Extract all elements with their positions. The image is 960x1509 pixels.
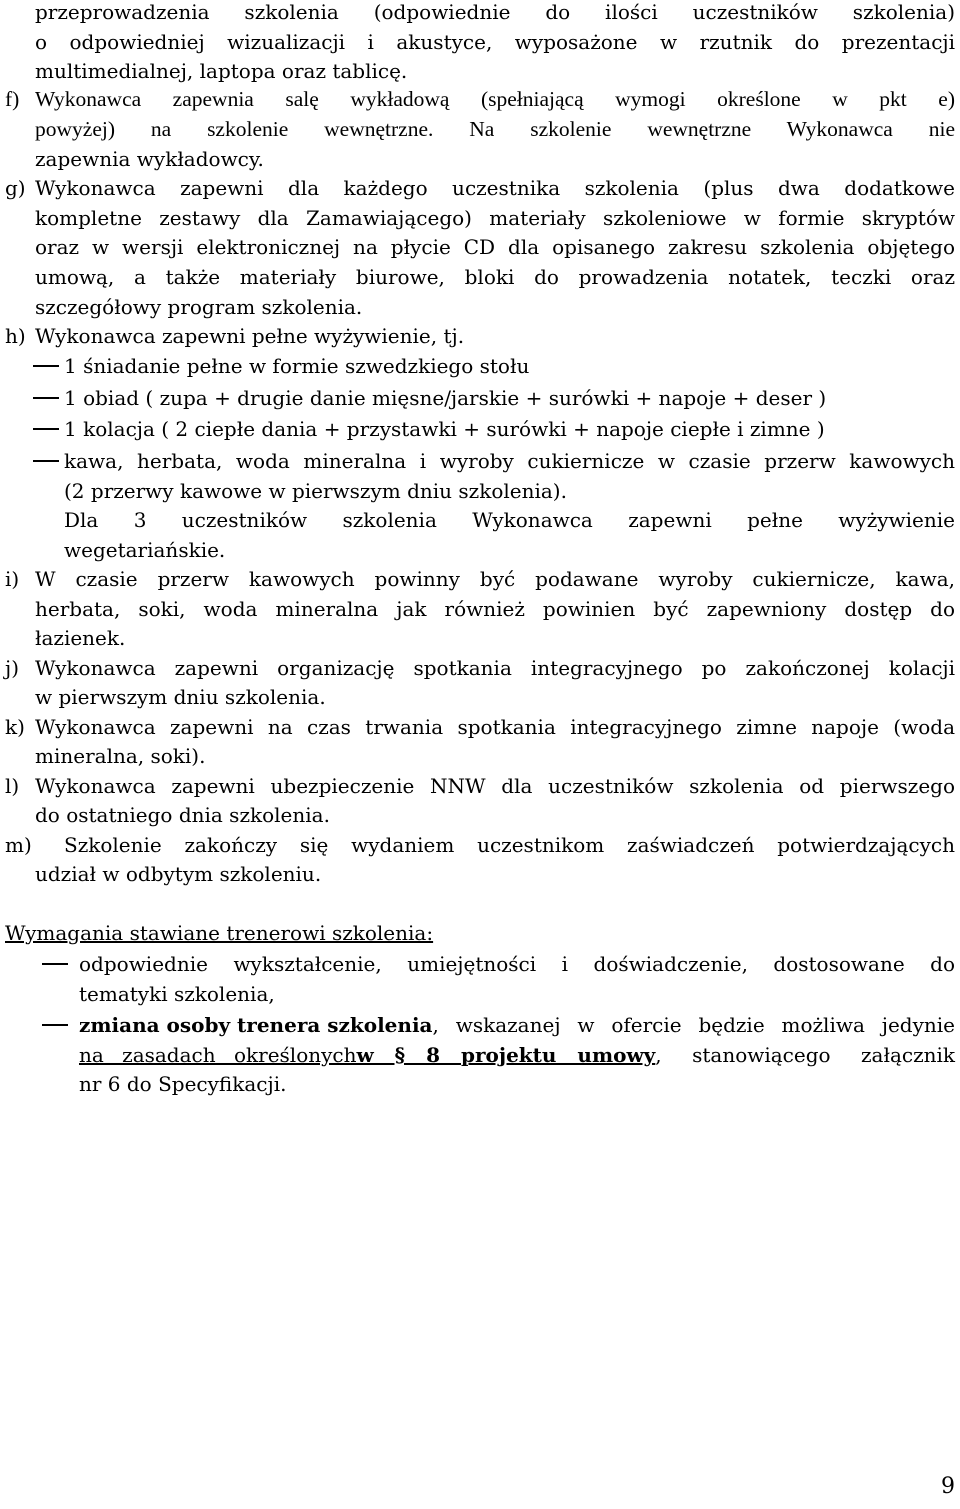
item-e-line-2: o odpowiedniej wizualizacji i akustyce, wyposażone w rzutnik do prezentacji [35,30,955,54]
trainer-requirement-2-line-3: nr 6 do Specyfikacji. [79,1072,287,1096]
item-m-marker: m) [5,833,32,857]
trainer-requirement-2-line-2 [79,1040,955,1070]
item-j-marker: j) [5,656,20,680]
item-k-line-1: Wykonawca zapewni na czas trwania spotkania integracyjnego zimne napoje (woda [35,715,955,739]
item-e-line-1: przeprowadzenia szkolenia (odpowiednie do ilości uczestników szkolenia) [35,0,955,24]
trainer-change-bold-text: zmiana osoby trenera szkolenia [79,1013,433,1037]
item-l-line-1: Wykonawca zapewni ubezpieczenie NNW dla uczestników szkolenia od pierwszego [35,774,955,798]
h-sub-item-3 [0,414,960,444]
h-sub-item-2 [0,383,960,413]
item-f-marker: f) [5,87,20,111]
item-g-line-5: szczegółowy program szkolenia. [35,295,363,319]
item-g-line-3: oraz w wersji elektronicznej na płycie CD dla opisanego zakresu szkolenia objętego [35,235,955,259]
h-sub-item-4-text-2: (2 przerwy kawowe w pierwszym dniu szkolenia). [64,479,567,503]
item-j-line-2: w pierwszym dniu szkolenia. [35,685,326,709]
h-sub-item-4-text-3: Dla 3 uczestników szkolenia Wykonawca zapewni pełne wyżywienie [64,508,955,532]
item-f-line-3: zapewnia wykładowcy. [35,147,264,171]
h-sub-item-4-text-4: wegetariańskie. [64,538,226,562]
trainer-requirement-1 [0,949,960,979]
h-sub-item-4 [0,446,960,476]
h-sub-item-4-text-1: kawa, herbata, woda mineralna i wyroby cukiernicze w czasie przerw kawowych [64,449,955,473]
trainer-contract-ref-text: na zasadach określonych [79,1043,357,1067]
trainer-contract-section-link: w § 8 projektu umowy [356,1043,656,1067]
trainer-requirement-2-line-1 [79,1010,955,1040]
dash-bullet-icon [33,428,59,430]
h-sub-item-2-text: 1 obiad ( zupa + drugie danie mięsne/jarskie + surówki + napoje + deser ) [64,386,827,410]
item-e-line-3: multimedialnej, laptopa oraz tablicę. [35,59,408,83]
trainer-requirements-heading [5,918,705,948]
item-m-line-2: udział w odbytym szkoleniu. [35,862,322,886]
item-i-marker: i) [5,567,20,591]
trainer-heading-text: Wymagania stawiane trenerowi szkolenia: [5,921,434,945]
item-k-line-2: mineralna, soki). [35,744,206,768]
item-i-line-1: W czasie przerw kawowych powinny być podawane wyroby cukiernicze, kawa, [35,567,955,591]
dash-bullet-icon [33,460,59,462]
item-i-line-2: herbata, soki, woda mineralna jak również powinien być zapewniony dostęp do [35,597,955,621]
trainer-change-rest-text: , wskazanej w ofercie będzie możliwa jedynie [432,1013,955,1037]
item-g-marker: g) [5,176,26,200]
item-f-line-1: Wykonawca zapewnia salę wykładową (spełniającą wymogi określone w pkt e) [35,87,955,111]
h-sub-item-1 [0,351,960,381]
page-number: 9 [941,1474,955,1499]
item-l-marker: l) [5,774,20,798]
item-h-line-1: Wykonawca zapewni pełne wyżywienie, tj. [35,324,465,348]
trainer-requirement-1-text-2: tematyki szkolenia, [79,982,275,1006]
h-sub-item-3-text: 1 kolacja ( 2 ciepłe dania + przystawki + surówki + napoje ciepłe i zimne ) [64,417,825,441]
item-h-marker: h) [5,324,26,348]
dash-bullet-icon [42,963,68,965]
trainer-requirement-2 [0,1010,960,1040]
item-g-line-4: umową, a także materiały biurowe, bloki do prowadzenia notatek, teczki oraz [35,265,955,289]
item-k-marker: k) [5,715,25,739]
trainer-annex-text: , stanowiącego załącznik [655,1043,955,1067]
dash-bullet-icon [42,1024,68,1026]
h-sub-item-1-text: 1 śniadanie pełne w formie szwedzkiego stołu [64,354,530,378]
item-g-line-1: Wykonawca zapewni dla każdego uczestnika szkolenia (plus dwa dodatkowe [35,176,955,200]
item-j-line-1: Wykonawca zapewni organizację spotkania integracyjnego po zakończonej kolacji [35,656,955,680]
dash-bullet-icon [33,397,59,399]
trainer-requirement-1-text-1: odpowiednie wykształcenie, umiejętności i doświadczenie, dostosowane do [79,952,955,976]
item-i-line-3: łazienek. [35,626,126,650]
item-g-line-2: kompletne zestawy dla Zamawiającego) materiały szkoleniowe w formie skryptów [35,206,955,230]
item-m-line-1: Szkolenie zakończy się wydaniem uczestnikom zaświadczeń potwierdzających [64,833,955,857]
dash-bullet-icon [33,365,59,367]
item-f-line-2: powyżej) na szkolenie wewnętrzne. Na szkolenie wewnętrzne Wykonawca nie [35,117,955,141]
item-l-line-2: do ostatniego dnia szkolenia. [35,803,330,827]
